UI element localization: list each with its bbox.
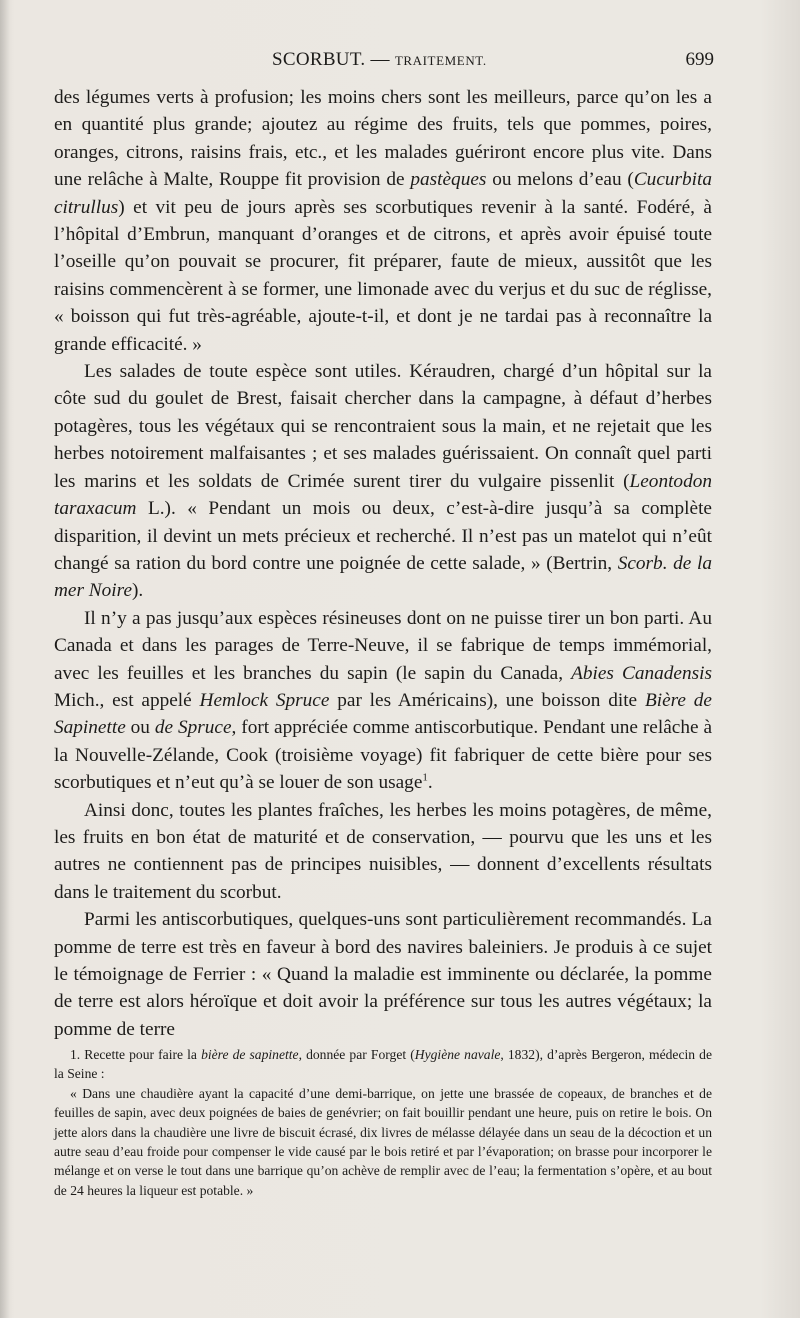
text-run: ) et vit peu de jours après ses scorbutiques revenir à la santé. Fodéré, à l’hôpital d’Embrun, manquant d’oranges et de citrons, et après avoir épuisé toute l’oseille qu’on pouvait se procurer, fit préparer, faute de mieux, aussitôt que les raisins commencèrent à se former, une limonade avec du verjus et du suc de réglisse, « boisson qui fut très-agréable, ajoute-t-il, et dont je ne tardai pas à reconnaître la grande efficacité. » bbox=[54, 196, 712, 355]
text-run: . bbox=[427, 772, 433, 794]
text-run: , 1832), d’après Bergeron, médecin de la Seine : bbox=[54, 1047, 712, 1082]
body-text bbox=[54, 84, 712, 1043]
text-run: « Dans une chaudière ayant la capacité d’une demi-barrique, on jette une brassée de copeaux, de branches et de feuilles de sapin, avec deux poignées de baies de genévrier; on fait bouillir pendant une heure, puis on retire le bois. On jette alors dans la chaudière une livre de biscuit écrasé, dix livres de mélasse délayée dans un seau de la décoction et un autre seau d’eau froide pour compenser le vide causé par le bois retiré et par l’évaporation; on brasse pour incorporer le mélange et on verse le tout dans une barrique qu’on achève de remplir avec de l’eau; la fermentation s’opère, et au bout de 24 heures la liqueur est potable. » bbox=[54, 1085, 712, 1198]
body-paragraph bbox=[54, 797, 712, 907]
body-paragraph bbox=[54, 84, 712, 358]
italic-text: de Spruce bbox=[154, 717, 232, 739]
text-run: Ainsi donc, toutes les plantes fraîches, les herbes les moins potagères, de même, les fruits en bon état de maturité et de conservation, — pourvu que les uns et les autres ne contiennent pas de principes nuisibles, — donnent d’excellents résultats dans le traitement du scorbut. bbox=[54, 799, 712, 903]
text-run: Mich., est appelé bbox=[54, 689, 200, 711]
footnote-paragraph bbox=[54, 1084, 712, 1200]
text-run: des légumes verts à profusion; les moins chers sont les meilleurs, parce qu’on les a en quantité plus grande; ajoutez au régime des fruits, tels que pommes, poires, oranges, citrons, raisins frais, etc., et les malades guériront encore plus vite. Dans une relâche à Malte, Rouppe fit provision de bbox=[54, 87, 712, 191]
text-run: ). bbox=[132, 580, 144, 602]
footnote-paragraph bbox=[54, 1045, 712, 1084]
page-number: 699 bbox=[685, 49, 714, 70]
footnote-reference: 1 bbox=[422, 771, 428, 784]
gutter-shadow bbox=[0, 0, 10, 1318]
text-run: Il n’y a pas jusqu’aux espèces résineuses dont on ne puisse tirer un bon parti. Au Canada et dans les parages de Terre-Neuve, il se fabrique de temps immémorial, avec les feuilles et les branches du sapin (le sapin du Canada, bbox=[54, 607, 712, 684]
running-title-main: SCORBUT. bbox=[272, 49, 366, 70]
body-paragraph bbox=[54, 358, 712, 605]
text-run: 1. Recette pour faire la bbox=[70, 1047, 202, 1062]
italic-text: Scorb. de la mer Noire bbox=[54, 552, 713, 602]
text-run: Les salades de toute espèce sont utiles. Kéraudren, chargé d’un hôpital sur la côte sud du goulet de Brest, faisait chercher dans la campagne, à défaut d’herbes potagères, tous les végétaux qui se rencontraient sous la main, et ne rejetait que les herbes notoirement malfaisantes ; et ses malades guérissaient. On connaît quel parti les marins et les soldats de Crimée surent tirer du vulgaire pissenlit ( bbox=[54, 361, 712, 492]
text-run: ou melons d’eau ( bbox=[486, 169, 634, 191]
running-header bbox=[54, 49, 712, 75]
body-paragraph bbox=[54, 906, 712, 1043]
running-title-sub: TRAITEMENT. bbox=[394, 53, 487, 68]
text-run: par les Américains), une boisson dite bbox=[329, 689, 645, 711]
italic-text: bière de sapinette bbox=[201, 1047, 299, 1062]
running-title bbox=[272, 49, 487, 71]
footnotes bbox=[54, 1045, 712, 1200]
text-run: Parmi les antiscorbutiques, quelques-uns sont particulièrement recommandés. La pomme de terre est très en faveur à bord des navires baleiniers. Je produis à ce sujet le témoignage de Ferrier : « Quand la maladie est imminente ou déclarée, la pomme de terre est alors héroïque et doit avoir la préférence sur tous les autres végétaux; la pomme de terre bbox=[54, 909, 712, 1040]
running-title-dash: — bbox=[370, 49, 390, 70]
italic-text: pastèques bbox=[410, 169, 487, 191]
italic-text: Cucurbita citrullus bbox=[54, 169, 713, 218]
italic-text: Hemlock Spruce bbox=[199, 689, 330, 711]
text-run: L.). « Pendant un mois ou deux, c’est-à-dire jusqu’à sa complète disparition, il devint un mets précieux et recherché. Il n’est pas un matelot qui n’eût changé sa ration du bord contre une poignée de cette salade, » (Bertrin, bbox=[54, 498, 712, 574]
text-run: , donnée par Forget ( bbox=[298, 1047, 415, 1062]
italic-text: Abies Canadensis bbox=[571, 662, 712, 684]
italic-text: Bière de Sapinette bbox=[54, 689, 712, 739]
text-run: ou bbox=[125, 717, 155, 739]
italic-text: Leontodon taraxacum bbox=[54, 470, 712, 520]
text-run: , fort appréciée comme antiscorbutique. Pendant une relâche à la Nouvelle-Zélande, Cook (troisième voyage) fit fabriquer de cette bière pour ses scorbutiques et n’eut qu’à se louer de son usage bbox=[54, 717, 713, 794]
italic-text: Hygiène navale bbox=[414, 1047, 501, 1062]
body-paragraph bbox=[54, 605, 712, 797]
